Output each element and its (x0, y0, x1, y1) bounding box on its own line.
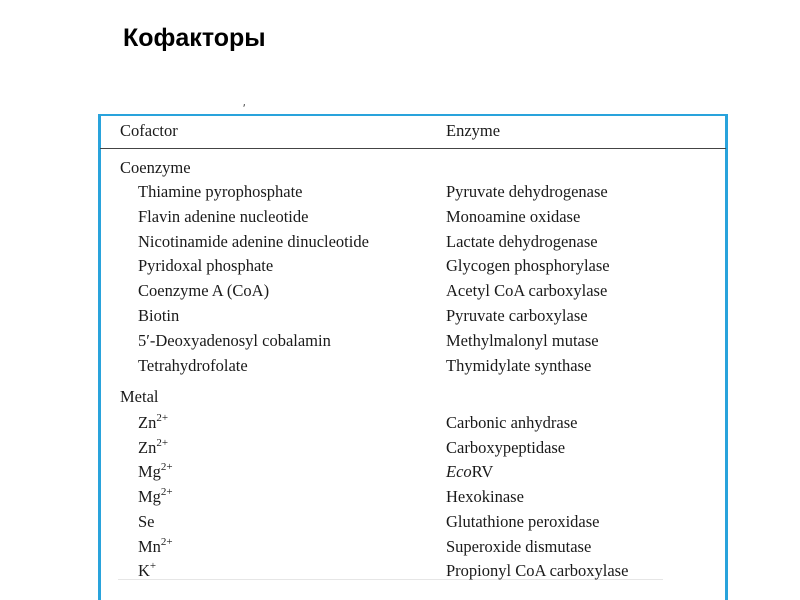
cofactor-cell: Pyridoxal phosphate (138, 256, 274, 276)
header-divider (100, 148, 726, 149)
enzyme-cell (446, 438, 565, 458)
enzyme-cell (446, 512, 600, 532)
cofactor-cell: Nicotinamide adenine dinucleotide (138, 231, 369, 251)
enzyme-cell (446, 487, 524, 507)
enzyme-cell (446, 561, 628, 581)
section-metal: Metal (120, 387, 159, 406)
ion-symbol: Zn (138, 437, 157, 457)
column-header-cofactor: Cofactor (120, 121, 178, 140)
cofactor-cell: Biotin (138, 306, 180, 325)
cofactor-cell: Coenzyme A (CoA) (138, 281, 270, 301)
section-coenzyme: Coenzyme (120, 158, 191, 177)
enzyme-cell: Acetyl CoA carboxylase (446, 281, 608, 301)
stray-mark: ʹ (243, 101, 246, 115)
ion-symbol: Mg (138, 462, 161, 482)
enzyme-cell: Lactate dehydrogenase (446, 231, 598, 251)
metal-cell (138, 438, 168, 458)
ion-symbol: Se (138, 511, 155, 531)
ion-charge: 2+ (156, 436, 169, 449)
ion-charge: + (149, 560, 157, 573)
cofactor-cell: Thiamine pyrophosphate (138, 182, 303, 201)
enzyme-name: RV (471, 462, 494, 482)
ion-charge: 2+ (156, 412, 169, 424)
ion-symbol: Mn (138, 536, 161, 556)
enzyme-cell: Methylmalonyl mutase (446, 330, 599, 350)
enzyme-cell: Pyruvate dehydrogenase (446, 182, 608, 201)
enzyme-name: Propionyl CoA carboxylase (446, 561, 629, 581)
metal-cell (138, 561, 156, 581)
enzyme-cell (446, 413, 578, 433)
ion-symbol: Mg (138, 487, 161, 507)
metal-cell (138, 512, 155, 532)
ion-symbol: Zn (138, 413, 157, 432)
ion-symbol: K (138, 561, 150, 581)
ion-charge: 2+ (160, 461, 173, 474)
cofactor-cell: Flavin adenine nucleotide (138, 206, 309, 226)
enzyme-cell: Monoamine oxidase (446, 206, 581, 226)
cofactor-cell: Tetrahydrofolate (138, 355, 248, 375)
metal-cell (138, 413, 168, 433)
enzyme-name: Carbonic anhydrase (446, 413, 578, 432)
enzyme-name: Hexokinase (446, 487, 524, 507)
cofactor-cell: 5′-Deoxyadenosyl cobalamin (138, 330, 331, 350)
slide-title: Кофакторы (123, 24, 266, 52)
enzyme-name: Carboxypeptidase (446, 437, 566, 457)
column-header-enzyme: Enzyme (446, 121, 501, 140)
metal-cell (138, 487, 173, 507)
metal-cell (138, 462, 173, 482)
enzyme-cell (446, 537, 591, 557)
ion-charge: 2+ (160, 535, 173, 548)
enzyme-cell: Pyruvate carboxylase (446, 306, 588, 325)
enzyme-cell (446, 462, 493, 482)
ion-charge: 2+ (160, 486, 173, 499)
enzyme-cell: Thymidylate synthase (446, 355, 592, 375)
enzyme-name: Glutathione peroxidase (446, 511, 600, 531)
enzyme-name: Superoxide dismutase (446, 536, 592, 556)
metal-cell (138, 537, 173, 557)
enzyme-italic-prefix: Eco (446, 462, 472, 482)
enzyme-cell: Glycogen phosphorylase (446, 256, 610, 276)
